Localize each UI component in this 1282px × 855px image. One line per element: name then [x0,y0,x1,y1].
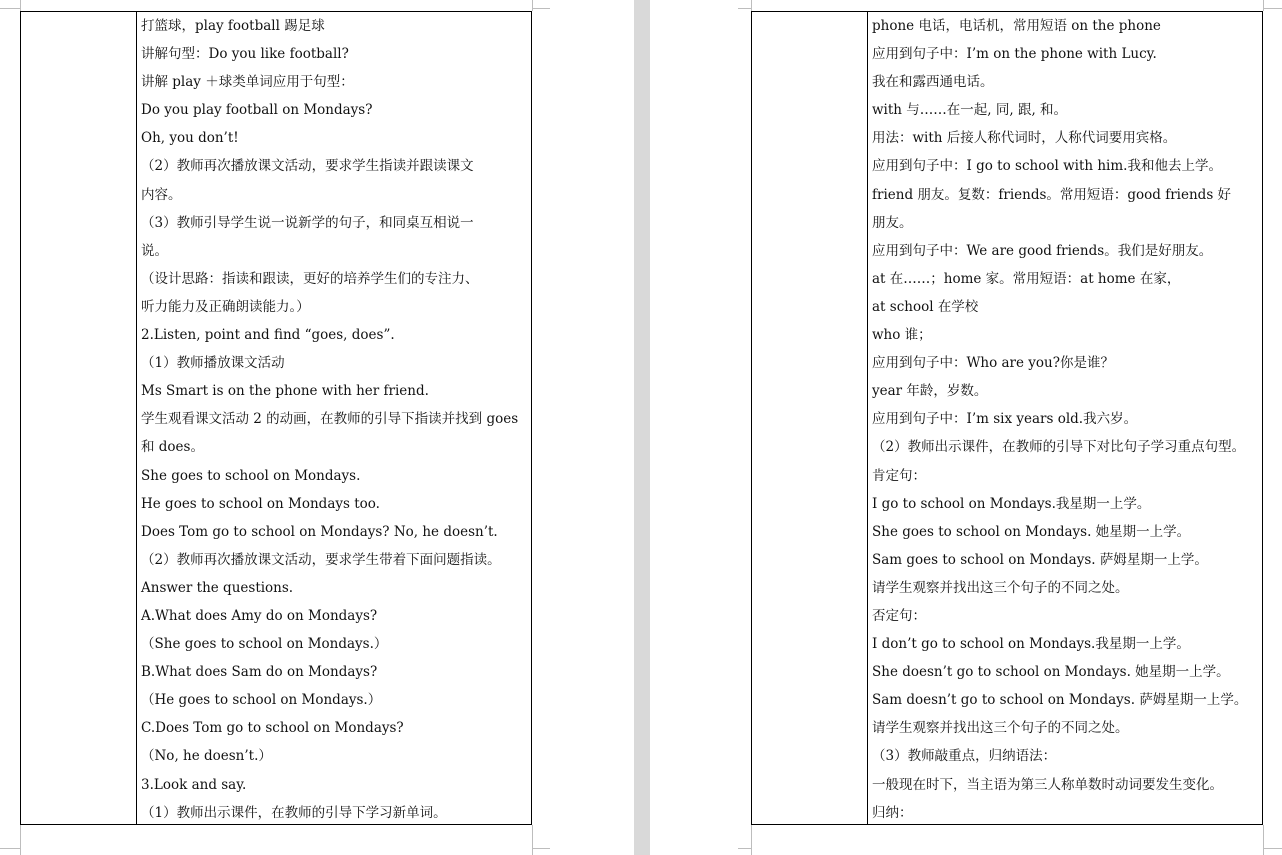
text-line: 讲解句型：Do you like football? [141,46,349,63]
text-line: （1）教师出示课件，在教师的引导下学习新单词。 [141,804,447,821]
text-line: 应用到句子中：I’m six years old.我六岁。 [872,411,1138,428]
text-line: 我在和露西通电话。 [872,74,994,91]
text-line: year 年龄，岁数。 [872,383,988,400]
text-line: She goes to school on Mondays. 她星期一上学。 [872,523,1191,540]
text-line: 朋友。 [872,214,913,231]
text-line: （No, he doesn’t.） [141,748,272,765]
text-line: 内容。 [141,186,182,203]
content-cell [872,15,1258,830]
text-line: 肯定句： [872,467,926,484]
text-line: C.Does Tom go to school on Mondays? [141,720,404,737]
text-line: 应用到句子中：I go to school with him.我和他去上学。 [872,158,1222,175]
text-line: 应用到句子中：I’m on the phone with Lucy. [872,46,1157,63]
text-line: （She goes to school on Mondays.） [141,636,388,653]
text-line: Oh, you don’t! [141,130,239,147]
text-line: 3.Look and say. [141,776,247,793]
text-line: （设计思路：指读和跟读，更好的培养学生们的专注力、 [141,270,479,287]
text-line: （3）教师敲重点，归纳语法： [872,748,1057,765]
text-line: I don’t go to school on Mondays.我星期一上学。 [872,636,1190,653]
text-line: Sam doesn’t go to school on Mondays. 萨姆星期一上学。 [872,692,1248,709]
text-line: Ms Smart is on the phone with her friend. [141,383,429,400]
text-line: Do you play football on Mondays? [141,102,373,119]
text-line: Answer the questions. [141,579,294,596]
text-line: 一般现在时下，当主语为第三人称单数时动词要发生变化。 [872,776,1223,793]
text-line: She doesn’t go to school on Mondays. 她星期一上学。 [872,664,1230,681]
lesson-table [20,11,532,825]
text-line: 打篮球，play football 踢足球 [141,18,325,34]
text-line: 2.Listen, point and find “goes, does”. [141,327,395,344]
text-line: 学生观看课文活动 2 的动画，在教师的引导下指读并找到 goes [141,411,519,428]
text-line: 应用到句子中：We are good friends。我们是好朋友。 [872,242,1213,259]
text-line: 请学生观察并找出这三个句子的不同之处。 [872,720,1129,737]
lesson-table [751,11,1263,825]
text-line: at 在……；home 家。常用短语：at home 在家， [872,270,1181,287]
page-gutter [634,0,650,855]
text-line: who 谁； [872,327,932,344]
text-line: （2）教师再次播放课文活动，要求学生指读并跟读课文 [141,158,474,175]
text-line: 应用到句子中：Who are you?你是谁？ [872,355,1114,372]
text-line: Sam goes to school on Mondays. 萨姆星期一上学。 [872,551,1208,568]
text-line: at school 在学校 [872,298,979,315]
text-line: 归纳： [872,804,913,821]
right-page [650,0,1282,855]
text-line: She goes to school on Mondays. [141,467,361,484]
text-line: phone 电话，电话机，常用短语 on the phone [872,18,1161,34]
content-cell [141,15,527,830]
left-page [0,0,634,855]
text-line: A.What does Amy do on Mondays? [141,607,378,624]
text-line: 说。 [141,242,168,259]
text-line: 讲解 play ＋球类单词应用于句型： [141,74,354,91]
text-line: 请学生观察并找出这三个句子的不同之处。 [872,579,1129,596]
text-line: （3）教师引导学生说一说新学的句子，和同桌互相说一 [141,214,474,231]
text-line: with 与……在一起, 同, 跟, 和。 [872,102,1068,119]
text-line: （2）教师出示课件，在教师的引导下对比句子学习重点句型。 [872,439,1246,456]
text-line: 用法：with 后接人称代词时，人称代词要用宾格。 [872,130,1177,147]
text-line: friend 朋友。复数：friends。常用短语：good friends 好 [872,186,1232,203]
text-line: He goes to school on Mondays too. [141,495,380,512]
column-divider [136,12,137,824]
text-line: B.What does Sam do on Mondays? [141,664,378,681]
text-line: 听力能力及正确朗读能力。） [141,298,310,315]
text-line: I go to school on Mondays.我星期一上学。 [872,495,1151,512]
text-line: Does Tom go to school on Mondays? No, he doesn’t. [141,523,498,540]
text-line: （2）教师再次播放课文活动，要求学生带着下面问题指读。 [141,551,501,568]
text-line: （1）教师播放课文活动 [141,355,285,372]
text-line: 否定句： [872,607,926,624]
text-line: 和 does。 [141,439,204,456]
column-divider [867,12,868,824]
text-line: （He goes to school on Mondays.） [141,692,382,709]
